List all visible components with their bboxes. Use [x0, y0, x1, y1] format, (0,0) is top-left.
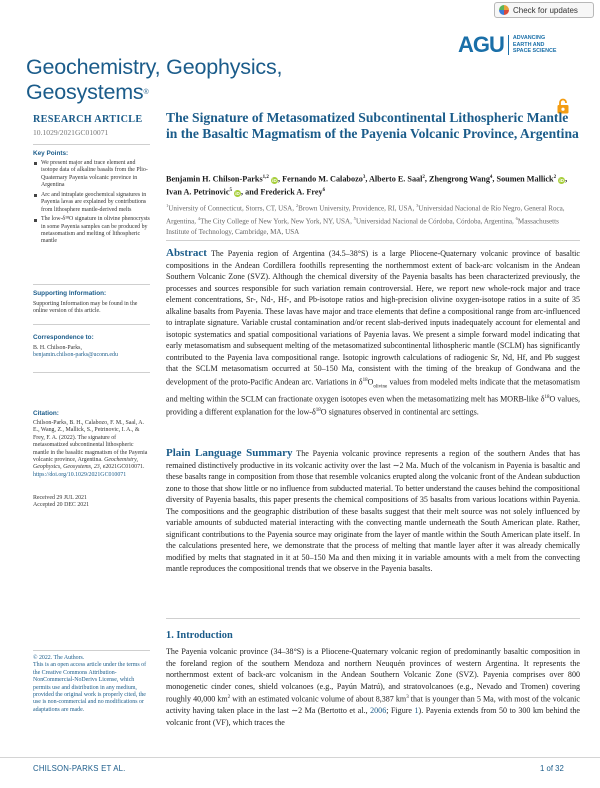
affil-number: 1 — [166, 203, 169, 208]
check-updates-label: Check for updates — [513, 5, 578, 15]
journal-title — [26, 55, 346, 105]
isotope-sup: 18 — [362, 377, 368, 383]
orcid-icon[interactable]: iD — [559, 177, 564, 183]
sidebar-divider — [33, 650, 150, 651]
affiliations — [166, 201, 580, 238]
affil-number: 3 — [416, 203, 419, 208]
author-affil-sup: 2 — [553, 175, 557, 180]
check-for-updates-badge[interactable] — [494, 2, 594, 18]
journal-title-line1: Geochemistry, Geophysics, — [26, 55, 283, 79]
affil-text: The City College of New York, New York, NY, USA, — [200, 217, 354, 226]
introduction-heading: 1. Introduction — [166, 630, 233, 641]
accepted-date: Accepted 20 DEC 2021 — [33, 502, 90, 509]
intro-text-3: that is younger than 5 Ma, with most of the volcanic activity having taken place in the last ∼2 Ma (Bertotto et al., — [166, 694, 580, 716]
check-updates-icon — [499, 5, 509, 15]
received-date: Received 29 JUL 2021 — [33, 495, 87, 501]
intro-text-5: ). Payenia extends from 50 to 300 km behind the volcanic front (VF), which traces the — [166, 706, 580, 727]
section-divider — [166, 618, 580, 619]
affil-text: Universidad Nacional de Río Negro, General Roca, Argentina, — [166, 204, 565, 226]
correspondence-heading: Correspondence to: — [33, 334, 94, 341]
supporting-info-text: Supporting Information may be found in the online version of this article. — [33, 301, 138, 315]
plain-language-text: The Payenia volcanic province represents a region of the southern Andes that has remained distinctively productive in its volcanic activity over the last ∼2 Ma. Much of the volcanism in Payenia is basaltic and these basalts range in composition from those that resemble volcanics erupted along the volcanic front of the Andean subduction zone to those that show little or no influence from subducted material. To better understand the causes behind the compositional diversity of Payenia basalts, this paper presents the chemical compositions of 35 basalts from various locations within Payenia. The compositions and the geographic distribution of these basalts suggest that their melt source was not solely influenced by variable amounts of subducted material interacting with the convecting mantle underneath the South American plate. Rather, significant contributions to the Payenia source may originate from the layer of mantle within the South American plate itself. In the calculations presented here, we demonstrate that the process of melting that mantle layer after it was already chemically modified by melts that stagnated in it at 50–150 Ma and then mixing it in variable amounts with a melt from the convecting mantle reproduces the compositional trends that we observe in the Payenia basalts. — [166, 449, 580, 573]
isotope-symbol: O — [367, 377, 374, 387]
supporting-info-heading: Supporting Information: — [33, 290, 107, 297]
introduction-text — [166, 646, 580, 728]
author-name: Fernando M. Calabozo — [282, 174, 363, 184]
citation-article-id: e2021GC010071. — [102, 464, 145, 471]
author-affil-sup: 1,2 — [262, 175, 269, 180]
author-affil-sup: 6 — [322, 188, 326, 194]
running-head: CHILSON-PARKS ET AL. — [33, 764, 126, 773]
affil-text: Universidad Nacional de Córdoba, Córdoba, Argentina, — [355, 217, 516, 226]
citation-journal: Geochemistry, Geophysics, Geosystems, 23, — [33, 457, 138, 471]
orcid-icon[interactable]: iD — [272, 177, 277, 183]
affil-text: Brown University, Providence, RI, USA, — [298, 204, 417, 213]
unit-superscript: 3 — [406, 695, 409, 700]
abstract-section — [166, 248, 580, 419]
abstract-heading: Abstract — [166, 247, 207, 259]
correspondence-block — [33, 345, 150, 360]
intro-text-2: with an estimated volcanic volume of about 8,387 km — [230, 694, 407, 704]
citation-heading: Citation: — [33, 410, 59, 417]
affil-number: 2 — [295, 203, 299, 208]
agu-tagline-line: ADVANCING — [512, 35, 546, 42]
affil-number: 5 — [353, 215, 356, 221]
author-name: Alberto E. Saal — [368, 174, 423, 184]
copyright-notice: © 2022. The Authors. — [33, 655, 85, 661]
affil-number: 4 — [197, 215, 201, 221]
affil-text: Massachusetts Institute of Technology, Cambridge, MA, USA — [166, 217, 559, 236]
journal-title-line2: Geosystems — [26, 80, 144, 104]
footer-divider — [0, 757, 600, 758]
correspondence-email-link[interactable]: benjamin.chilson-parks@uconn.edu — [33, 352, 118, 359]
key-points-heading: Key Points: — [33, 150, 69, 157]
citation-text — [33, 420, 150, 479]
header-divider — [166, 240, 580, 241]
orcid-icon[interactable]: iD — [235, 191, 240, 197]
key-point-item: We present major and trace element and isotope data of alkaline basalts from the Plio-Quaternary Payenia volcanic province in Argentina — [33, 160, 150, 190]
author-name: Benjamin H. Chilson-Parks — [166, 174, 263, 184]
reference-link[interactable]: 2006 — [370, 706, 387, 716]
unit-superscript: 2 — [227, 695, 231, 700]
citation-body: Chilson-Parks, B. H., Calabozo, F. M., Saal, A. E., Wang, Z., Mallick, S., Petrinovic, I. A., & Frey, F. A. (2022). The signature of metasomatized subcontinental lithospheric mantle in the basaltic magmatism of the Payenia volcanic province, Argentina. — [33, 420, 148, 464]
abstract-text-3: O values, providing a different explanation for the low-δ — [166, 394, 580, 418]
figure-link[interactable]: 1 — [414, 706, 419, 716]
agu-tagline — [513, 35, 575, 55]
abstract-text-1: The Payenia region of Argentina (34.5–38°S) is a large Pliocene-Quaternary volcanic province of basaltic compositions in the Andean Cordillera foothills representing the northernmost extent of back-arc volcanism in the Andean Southern Volcanic Zone (SVZ). Although the chemical diversity of the Payenia basalts has been characterized previously, the processes and sources responsible for such variation remain controversial. Here, we report new whole-rock major and trace element concentrations, Sr-, Nd-, Hf-, and Pb-isotope ratios and high-precision olivine oxygen-isotope ratios in a suite of 35 alkaline basalts from Payenia. These lavas have major and trace elements that define a compositional range from arc-influenced to intraplate signature. Variable crustal contamination and/or recent slab-derived inputs inadequately account for elemental and isotopic systematics and spatial compositional variations of Payenia lavas. We present a simple forward model indicating that early metasomatism and subsequent melting of the metasomatized subcontinental lithospheric mantle (SCLM) has significantly contributed to the Payenia lava compositional range. Isotopic ingrowth calculations of radiogenic Sr, Nd, Hf, and Pb suggest that the SCLM metasomatism occurred at 50–150 Ma, consistent with the timing of the breakup of Gondwana and the development of the proto-Pacific Andean arc. Variations in δ — [166, 249, 580, 387]
author-affil-sup: 4 — [489, 175, 493, 180]
isotope-sup: 18 — [544, 395, 550, 401]
author-name: Ivan A. Petrinovic — [166, 188, 230, 198]
author-affil-sup: 2 — [422, 175, 425, 180]
sidebar-divider — [33, 324, 150, 325]
agu-logo-mark — [458, 34, 504, 56]
sidebar-divider — [33, 372, 150, 373]
citation-doi-link[interactable]: https://doi.org/10.1029/2021GC010071 — [33, 471, 127, 478]
page-number: 1 of 32 — [540, 764, 564, 773]
article-doi: 10.1029/2021GC010071 — [33, 128, 109, 137]
agu-logo-text: AGU — [458, 32, 504, 57]
sidebar-divider — [33, 144, 150, 145]
paper-title: The Signature of Metasomatized Subcontinental Lithospheric Mantle in the Basaltic Magmatism of the Payenia Volcanic Province, Argentina — [166, 110, 579, 141]
intro-text-1: The Payenia volcanic province (34–38°S) is a Pliocene-Quaternary volcanic region of predominantly basaltic composition in the foreland region of the southern Mendoza and northern Neuquén provinces of western Argentina. It represents the northernmost extent of back-arc volcanism in the Andean Southern Volcanic Zone (SVZ). Payenia comprises over 800 monogenetic cinder cones, shield volcanoes (e.g., Payún Matrú), and stratovolcanoes (e.g., Nevado and Tromen) covering roughly 40,000 km — [166, 647, 580, 704]
author-list: Benjamin H. Chilson-Parks$^{1,2}$ iD, Fernando M. Calabozo$^3$, Alberto E. Saal$^2$, Zhengrong Wang$^4$, Soumen Mallick$^2$ iD, Ivan A. Petrinovic$^5$ iD, and Frederick A. Frey$^6$ — [166, 174, 568, 198]
agu-tagline-line: EARTH AND — [512, 41, 545, 48]
author-affil-sup: 3 — [362, 175, 366, 180]
author-name: Soumen Mallick — [496, 174, 554, 184]
license-text: This is an open access article under the terms of the Creative Commons Attribution-NonCommercial-NoDerivs License, which permits use and distribution in any medium, provided the original work is properly cited, the use is non-commercial and no modifications or adaptations are made. — [33, 662, 147, 713]
plain-language-section — [166, 448, 580, 575]
article-dates — [33, 495, 150, 510]
left-sidebar — [33, 114, 150, 734]
key-point-item: The low-δ¹⁸O signature in olivine phenocrysts in some Payenia samples can be produced by metasomatism and melting of lithospheric mantle — [33, 216, 150, 246]
key-points-list — [33, 160, 150, 248]
license-block — [33, 655, 150, 714]
agu-tagline-line: SPACE SCIENCE — [512, 48, 557, 55]
intro-text-4: ; Figure — [386, 706, 415, 716]
author-affil-sup: 5 — [229, 188, 232, 194]
author-name: Zhengrong Wang — [429, 174, 490, 184]
sidebar-divider — [33, 284, 150, 285]
agu-logo-divider — [508, 35, 509, 55]
abstract-text-4: O signatures observed in continental arc settings. — [320, 408, 479, 418]
agu-logo — [458, 34, 575, 56]
affil-number: 6 — [515, 215, 518, 221]
registered-mark: ® — [143, 89, 149, 96]
affil-text: University of Connecticut, Storrs, CT, USA, — [168, 204, 296, 213]
isotope-sup: 18 — [315, 408, 321, 414]
abstract-text-2: values from modeled melts indicate that the metasomatism and melting within the SCLM can fractionate oxygen isotopes even when the metasomatizing melt has MORB-like δ — [166, 377, 580, 404]
key-point-item: Arc and intraplate geochemical signatures in Payenia lavas are explained by contributions from lithosphere mantle-derived melts — [33, 192, 150, 214]
correspondence-name: B. H. Chilson-Parks, — [33, 345, 82, 351]
author-name: and Frederick A. Frey — [245, 188, 323, 198]
article-type: RESEARCH ARTICLE — [33, 114, 143, 125]
plain-language-heading: Plain Language Summary — [166, 447, 293, 459]
isotope-sub: olivine — [373, 383, 388, 389]
